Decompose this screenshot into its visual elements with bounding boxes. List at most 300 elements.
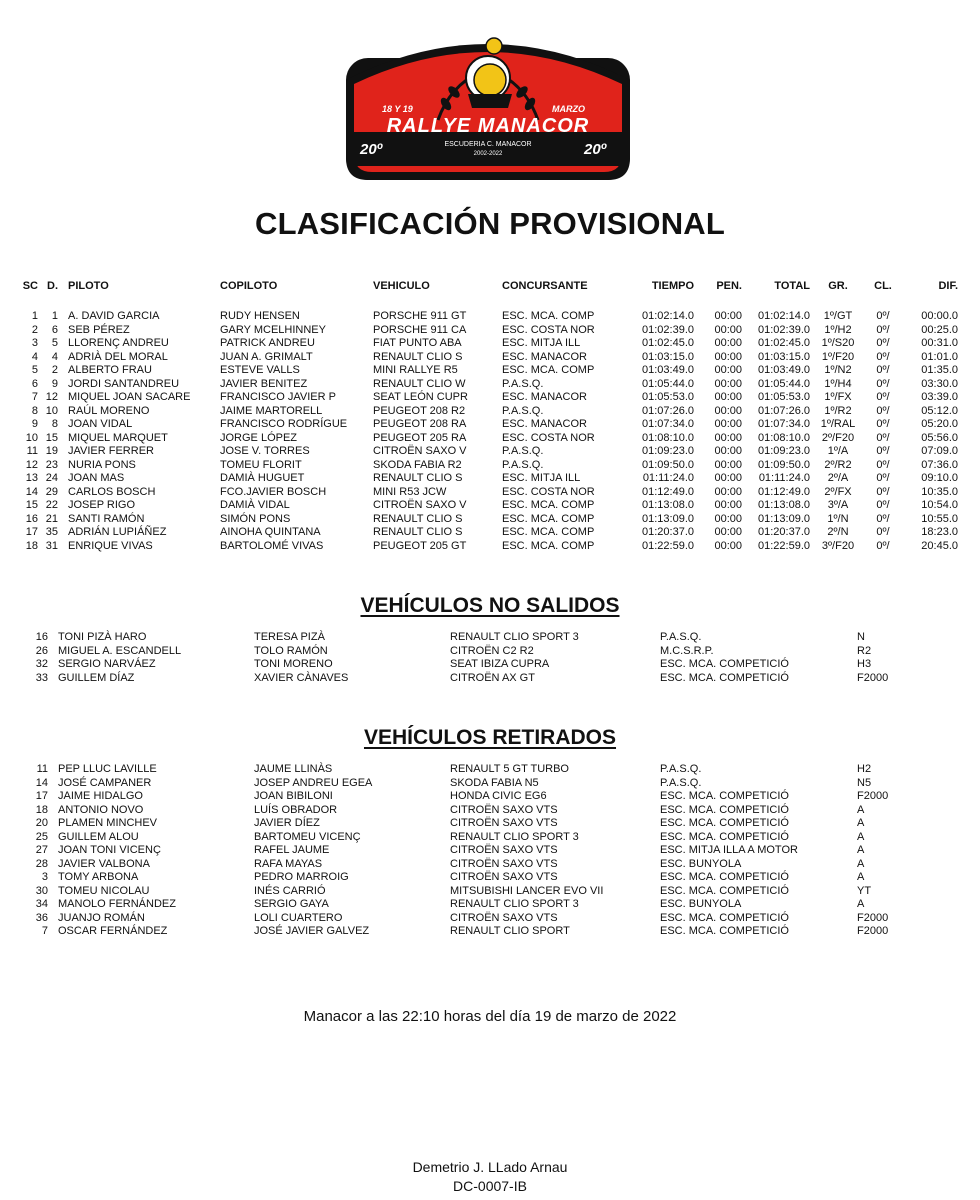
cell-concursante: ESC. MCA. COMPETICIÓ [660,671,789,684]
cell-dif: 20:45.0 [921,539,958,552]
cell-cl: 0º/ [876,431,890,444]
cell-dorsal: 22 [45,499,58,511]
cell-pen: 00:00 [714,445,742,457]
cell-cl: 0º/ [876,377,890,390]
cell-piloto: NURIA PONS [68,458,136,471]
cell-gr: H2 [857,763,872,775]
cell-copiloto: JOSEP ANDREU EGEA [254,776,373,789]
cell-copiloto: JUAN A. GRIMALT [220,350,313,363]
cell-concursante: ESC. MITJA ILL [502,337,581,349]
cell-cl: 0º/ [876,337,890,349]
cell-gr: 1º/A [827,445,849,457]
cell-total: 01:03:49.0 [758,364,810,376]
cell-gr: 1º/RAL [820,418,856,430]
cell-gr: R2 [857,644,872,657]
cell-tiempo: 01:08:10.0 [642,431,694,444]
cell-gr: A [857,857,865,870]
cell-sc: 3 [31,337,38,349]
cell-vehiculo: CITROËN SAXO VTS [450,857,558,870]
logo-anniversary-right: 20º [584,141,607,158]
cell-sc: 13 [25,472,38,484]
table-row [0,445,980,459]
cell-gr: F2000 [857,790,889,802]
cell-gr: 3º/F20 [821,539,855,552]
cell-vehiculo: SKODA FABIA R2 [373,458,462,471]
cell-total: 01:13:08.0 [758,499,810,511]
cell-cl: 0º/ [876,310,890,322]
list-item [0,831,980,845]
cell-pen: 00:00 [714,350,742,363]
cell-vehiculo: RENAULT CLIO S [373,526,463,538]
cell-copiloto: BARTOMEU VICENÇ [254,830,361,843]
cell-dif: 00:00.0 [921,310,958,322]
cell-tiempo: 01:22:59.0 [642,539,694,552]
list-item [0,763,980,777]
cell-copiloto: INÉS CARRIÓ [254,884,326,897]
cell-tiempo: 01:02:39.0 [642,323,694,336]
cell-pen: 00:00 [714,391,742,403]
cell-dorsal: 4 [51,350,58,363]
cell-sc: 14 [25,485,38,498]
cell-gr: 3º/A [827,499,849,511]
list-item [0,885,980,899]
no-salidos-title [0,594,980,618]
table-row [0,459,980,473]
cell-copiloto: GARY MCELHINNEY [220,323,326,336]
cell-piloto: JUANJO ROMÁN [58,911,145,924]
cell-total: 01:22:59.0 [758,539,810,552]
cell-copiloto: FRANCISCO RODRÍGUE [220,418,348,430]
classification-header [0,279,980,293]
cell-dif: 18:23.0 [921,526,958,538]
cell-copiloto: LUÍS OBRADOR [254,803,338,816]
header-vehiculo: VEHICULO [373,280,430,292]
cell-concursante: ESC. MCA. COMP [502,310,595,322]
cell-vehiculo: SEAT LEÓN CUPR [373,391,468,403]
cell-gr: 1º/N2 [824,364,852,376]
cell-copiloto: JOSÉ JAVIER GALVEZ [254,925,370,937]
cell-cl: 0º/ [876,526,890,538]
cell-sc: 11 [26,445,38,457]
cell-concursante: ESC. MITJA ILLA A MOTOR [660,844,798,856]
cell-dif: 09:10.0 [921,472,958,484]
cell-cl: 0º/ [876,512,890,525]
cell-vehiculo: HONDA CIVIC EG6 [450,790,547,802]
cell-pen: 00:00 [714,499,742,511]
cell-concursante: P.A.S.Q. [660,763,702,775]
cell-concursante: ESC. COSTA NOR [502,485,595,498]
cell-piloto: RAÚL MORENO [68,404,150,417]
table-row [0,391,980,405]
list-item [0,898,980,912]
header-gr: GR. [828,280,848,292]
cell-copiloto: XAVIER CÀNAVES [254,671,349,684]
cell-gr: 1º/S20 [821,337,855,349]
cell-concursante: ESC. MCA. COMPETICIÓ [660,830,789,843]
cell-concursante: ESC. MCA. COMPETICIÓ [660,803,789,816]
cell-total: 01:09:23.0 [758,445,810,457]
cell-piloto: TOMY ARBONA [58,871,139,883]
cell-tiempo: 01:11:24.0 [642,472,694,484]
cell-total: 01:02:39.0 [758,323,810,336]
table-row [0,432,980,446]
cell-total: 01:02:45.0 [758,337,810,349]
cell-concursante: P.A.S.Q. [502,377,544,390]
cell-vehiculo: CITROËN C2 R2 [450,644,534,657]
cell-total: 01:11:24.0 [758,472,810,484]
cell-dif: 05:56.0 [921,431,958,444]
cell-tiempo: 01:12:49.0 [642,485,694,498]
header-total: TOTAL [774,280,810,292]
cell-tiempo: 01:03:15.0 [642,350,694,363]
cell-gr: A [857,803,865,816]
cell-piloto: JAIME HIDALGO [58,790,143,802]
cell-dif: 03:39.0 [921,391,958,403]
cell-vehiculo: PORSCHE 911 CA [373,323,467,336]
cell-concursante: ESC. MCA. COMP [502,364,595,376]
cell-vehiculo: CITROËN SAXO VTS [450,817,558,829]
cell-dorsal: 30 [35,884,48,897]
cell-concursante: ESC. MCA. COMPETICIÓ [660,790,789,802]
cell-piloto: JOAN TONI VICENÇ [58,844,161,856]
cell-vehiculo: CITROËN SAXO V [373,499,467,511]
cell-tiempo: 01:20:37.0 [642,526,694,538]
cell-gr: H3 [857,658,872,670]
list-item [0,631,980,645]
cell-dif: 05:20.0 [921,418,958,430]
cell-dorsal: 5 [51,337,58,349]
signature-block [0,1158,980,1196]
cell-dif: 01:01.0 [921,350,958,363]
cell-piloto: GUILLEM DÍAZ [58,671,135,684]
cell-dif: 07:09.0 [921,445,958,457]
cell-cl: 0º/ [876,485,890,498]
cell-vehiculo: RENAULT CLIO SPORT 3 [450,631,579,643]
cell-copiloto: JAVIER DÍEZ [254,817,320,829]
cell-pen: 00:00 [714,377,742,390]
cell-sc: 12 [25,458,38,471]
cell-piloto: TOMEU NICOLAU [58,884,150,897]
cell-gr: A [857,871,865,883]
cell-gr: 1º/F20 [821,350,855,363]
cell-gr: 2º/F20 [821,431,855,444]
list-item [0,672,980,686]
cell-sc: 2 [31,323,38,336]
cell-concursante: ESC. MCA. COMPETICIÓ [660,884,789,897]
cell-tiempo: 01:13:08.0 [642,499,694,511]
table-row [0,472,980,486]
table-row [0,513,980,527]
cell-pen: 00:00 [714,485,742,498]
cell-gr: 1º/GT [823,310,853,322]
cell-copiloto: DAMIÀ HUGUET [220,472,305,484]
cell-gr: 1º/H2 [824,323,852,336]
cell-concursante: P.A.S.Q. [502,445,544,457]
cell-vehiculo: FIAT PUNTO ABA [373,337,462,349]
cell-tiempo: 01:05:53.0 [642,391,694,403]
cell-gr: 1º/H4 [824,377,852,390]
cell-piloto: JOSÉ CAMPANER [58,776,152,789]
cell-vehiculo: MINI R53 JCW [373,485,447,498]
logo-anniversary-left: 20º [360,141,383,158]
cell-dorsal: 32 [35,658,48,670]
cell-dorsal: 21 [45,512,58,525]
cell-vehiculo: RENAULT CLIO S [373,350,463,363]
cell-sc: 17 [25,526,38,538]
cell-cl: 0º/ [876,404,890,417]
cell-piloto: SERGIO NARVÁEZ [58,658,156,670]
list-item [0,871,980,885]
cell-concursante: ESC. MCA. COMPETICIÓ [660,925,789,937]
cell-cl: 0º/ [876,445,890,457]
cell-vehiculo: RENAULT CLIO W [373,377,466,390]
cell-dorsal: 25 [35,830,48,843]
retirados-list [0,763,980,939]
cell-dorsal: 8 [51,418,58,430]
cell-cl: 0º/ [876,350,890,363]
cell-concursante: M.C.S.R.P. [660,644,714,657]
cell-vehiculo: RENAULT CLIO S [373,512,463,525]
cell-concursante: ESC. MANACOR [502,418,587,430]
cell-concursante: ESC. MANACOR [502,391,587,403]
header-concursante: CONCURSANTE [502,280,588,292]
header-pen: PEN. [716,280,742,292]
cell-piloto: JOSEP RIGO [68,499,136,511]
cell-sc: 9 [31,418,38,430]
cell-piloto: OSCAR FERNÁNDEZ [58,925,168,937]
cell-piloto: SANTI RAMÓN [68,512,145,525]
no-salidos-title-text: VEHÍCULOS NO SALIDOS [360,594,620,617]
cell-concursante: ESC. BUNYOLA [660,898,742,910]
list-item [0,858,980,872]
cell-gr: A [857,817,865,829]
cell-gr: N5 [857,776,872,789]
cell-dorsal: 10 [45,404,58,417]
cell-dif: 00:31.0 [921,337,958,349]
cell-concursante: P.A.S.Q. [502,404,544,417]
cell-gr: A [857,898,865,910]
cell-dorsal: 9 [51,377,58,390]
cell-total: 01:02:14.0 [758,310,810,322]
cell-copiloto: LOLI CUARTERO [254,911,343,924]
cell-dorsal: 28 [35,857,48,870]
list-item [0,658,980,672]
cell-dif: 05:12.0 [921,404,958,417]
logo-dates-left: 18 Y 19 [382,104,413,114]
cell-concursante: ESC. MCA. COMP [502,499,595,511]
cell-piloto: LLORENÇ ANDREU [68,337,169,349]
cell-total: 01:13:09.0 [758,512,810,525]
cell-dorsal: 2 [51,364,58,376]
cell-gr: F2000 [857,925,889,937]
list-item [0,844,980,858]
cell-sc: 5 [31,364,38,376]
cell-dorsal: 35 [45,526,58,538]
cell-sc: 4 [31,350,38,363]
cell-piloto: MIQUEL JOAN SACARE [68,391,191,403]
cell-dorsal: 20 [35,817,48,829]
cell-piloto: TONI PIZÀ HARO [58,631,147,643]
cell-piloto: MANOLO FERNÁNDEZ [58,898,176,910]
cell-concursante: ESC. MANACOR [502,350,587,363]
header-piloto: PILOTO [68,280,109,292]
table-row [0,405,980,419]
cell-dif: 10:54.0 [921,499,958,511]
cell-dorsal: 12 [45,391,58,403]
cell-vehiculo: RENAULT CLIO SPORT 3 [450,898,579,910]
cell-copiloto: JORGE LÓPEZ [220,431,298,444]
cell-concursante: P.A.S.Q. [502,458,544,471]
cell-piloto: PEP LLUC LAVILLE [58,763,157,775]
cell-vehiculo: CITROËN SAXO V [373,445,467,457]
cell-total: 01:03:15.0 [758,350,810,363]
cell-piloto: JORDI SANTANDREU [68,377,180,390]
cell-gr: 2º/A [827,472,849,484]
cell-dif: 01:35.0 [921,364,958,376]
cell-sc: 18 [25,539,38,552]
cell-vehiculo: PEUGEOT 208 RA [373,418,467,430]
cell-vehiculo: SKODA FABIA N5 [450,776,539,789]
cell-copiloto: FCO.JAVIER BOSCH [220,485,327,498]
cell-piloto: ADRIÀ DEL MORAL [68,350,168,363]
cell-piloto: ALBERTO FRAU [68,364,152,376]
header-dorsal: D. [47,280,58,292]
cell-dif: 10:55.0 [921,512,958,525]
cell-vehiculo: PEUGEOT 205 GT [373,539,467,552]
logo-dates-right: MARZO [552,104,585,114]
cell-dorsal: 27 [35,844,48,856]
footer-date-line: Manacor a las 22:10 horas del día 19 de marzo de 2022 [303,1008,677,1025]
table-row [0,310,980,324]
cell-sc: 1 [31,310,38,322]
cell-total: 01:07:34.0 [758,418,810,430]
cell-vehiculo: CITROËN SAXO VTS [450,871,558,883]
cell-copiloto: JAVIER BENITEZ [220,377,308,390]
cell-pen: 00:00 [714,472,742,484]
cell-tiempo: 01:02:14.0 [642,310,694,322]
cell-piloto: SEB PÉREZ [68,323,130,336]
cell-pen: 00:00 [714,418,742,430]
logo-rally-name: RALLYE MANACOR [386,115,590,137]
table-row [0,337,980,351]
cell-total: 01:08:10.0 [758,431,810,444]
cell-piloto: ANTONIO NOVO [58,803,144,816]
cell-total: 01:05:44.0 [758,377,810,390]
cell-pen: 00:00 [714,364,742,376]
cell-cl: 0º/ [876,472,890,484]
table-row [0,324,980,338]
cell-tiempo: 01:09:23.0 [642,445,694,457]
cell-sc: 6 [31,377,38,390]
list-item [0,777,980,791]
classification-table [0,310,980,553]
header-cl: CL. [874,280,892,292]
cell-copiloto: JOAN BIBILONI [254,790,333,802]
cell-copiloto: PEDRO MARROIG [254,871,349,883]
cell-gr: 2º/R2 [824,458,852,471]
cell-copiloto: JAIME MARTORELL [220,404,323,417]
cell-copiloto: TERESA PIZÀ [254,631,325,643]
cell-concursante: ESC. MCA. COMP [502,526,595,538]
cell-piloto: A. DAVID GARCIA [68,310,160,322]
cell-pen: 00:00 [714,431,742,444]
page-title: CLASIFICACIÓN PROVISIONAL [254,206,725,241]
cell-pen: 00:00 [714,526,742,538]
cell-copiloto: TOLO RAMÓN [254,644,328,657]
rally-logo [342,28,634,184]
cell-vehiculo: PEUGEOT 205 RA [373,431,467,444]
header-dif: DIF. [938,280,958,292]
cell-concursante: P.A.S.Q. [660,631,702,643]
cell-concursante: ESC. MCA. COMP [502,539,595,552]
cell-copiloto: RAFEL JAUME [254,844,330,856]
cell-tiempo: 01:03:49.0 [642,364,694,376]
cell-cl: 0º/ [876,499,890,511]
cell-dif: 07:36.0 [921,458,958,471]
cell-tiempo: 01:05:44.0 [642,377,694,390]
header-sc: SC [22,280,38,292]
list-item [0,925,980,939]
cell-gr: 1º/N [827,512,849,525]
cell-dorsal: 29 [45,485,58,498]
cell-concursante: ESC. COSTA NOR [502,431,595,444]
retirados-title-text: VEHÍCULOS RETIRADOS [363,726,617,749]
cell-tiempo: 01:07:26.0 [642,404,694,417]
cell-dorsal: 6 [51,323,58,336]
cell-gr: YT [857,884,872,897]
cell-vehiculo: RENAULT CLIO SPORT 3 [450,830,579,843]
list-item [0,912,980,926]
cell-pen: 00:00 [714,323,742,336]
cell-vehiculo: CITROËN SAXO VTS [450,911,558,924]
cell-cl: 0º/ [876,539,890,552]
cell-gr: 2º/N [827,526,849,538]
cell-dorsal: 16 [35,631,48,643]
cell-vehiculo: MITSUBISHI LANCER EVO VII [450,884,604,897]
cell-vehiculo: PORSCHE 911 GT [373,310,467,322]
cell-tiempo: 01:09:50.0 [642,458,694,471]
logo-club: ESCUDERIA C. MANACOR [444,141,532,148]
cell-piloto: MIGUEL A. ESCANDELL [58,644,182,657]
cell-vehiculo: RENAULT CLIO S [373,472,463,484]
table-row [0,351,980,365]
cell-concursante: ESC. COSTA NOR [502,323,595,336]
signer-id: DC-0007-IB [453,1178,527,1194]
retirados-title [0,726,980,750]
list-item [0,790,980,804]
cell-gr: A [857,844,865,856]
cell-total: 01:12:49.0 [758,485,810,498]
cell-concursante: ESC. BUNYOLA [660,857,742,870]
cell-copiloto: SERGIO GAYA [254,898,329,910]
cell-copiloto: RAFA MAYAS [254,857,323,870]
cell-total: 01:07:26.0 [758,404,810,417]
table-row [0,378,980,392]
list-item [0,804,980,818]
cell-gr: F2000 [857,671,889,684]
cell-tiempo: 01:13:09.0 [642,512,694,525]
cell-dif: 00:25.0 [921,323,958,336]
cell-concursante: P.A.S.Q. [660,776,702,789]
cell-copiloto: JAUME LLINÀS [254,763,333,775]
cell-copiloto: SIMÓN PONS [220,512,291,525]
table-row [0,526,980,540]
cell-concursante: ESC. MITJA ILL [502,472,581,484]
cell-concursante: ESC. MCA. COMP [502,512,595,525]
cell-piloto: JOAN VIDAL [68,418,133,430]
cell-dorsal: 24 [45,472,58,484]
cell-dorsal: 23 [45,458,58,471]
